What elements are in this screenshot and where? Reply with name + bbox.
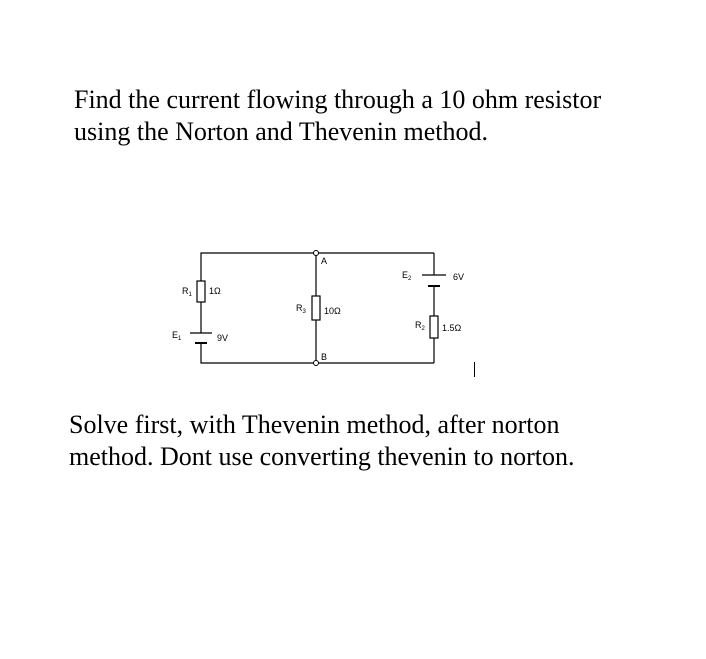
question-line-1: Find the current flowing through a 10 ohm resistor [74,85,602,114]
resistor-r3 [312,296,320,320]
r3-value: 10Ω [324,306,341,316]
e1-value: 9V [217,333,229,343]
node-b-label: B [321,352,328,362]
resistor-r2 [430,316,438,338]
text-cursor [474,362,475,377]
e2-value: 6V [453,272,465,282]
question-line-2: using the Norton and Thevenin method. [74,117,489,146]
instruction-text [69,409,574,473]
e1-label: $E_1$ [172,330,182,342]
node-b [314,361,319,366]
r3-label: $R_3$ [296,303,306,315]
instruction-line-2: method. Dont use converting thevenin to norton. [69,442,575,471]
resistor-r1 [197,281,205,302]
e2-label: $E_2$ [402,270,412,282]
node-a-label: A [321,256,328,266]
wire-top-left [201,253,316,281]
node-a [314,251,319,256]
r1-label: $R_1$ [182,286,192,298]
r2-value: 1.5Ω [442,323,462,333]
wire-bottom [201,343,434,363]
r2-label: $R_2$ [415,320,425,332]
instruction-line-1: Solve first, with Thevenin method, after norton [69,410,560,439]
r1-value: 1Ω [209,286,221,296]
